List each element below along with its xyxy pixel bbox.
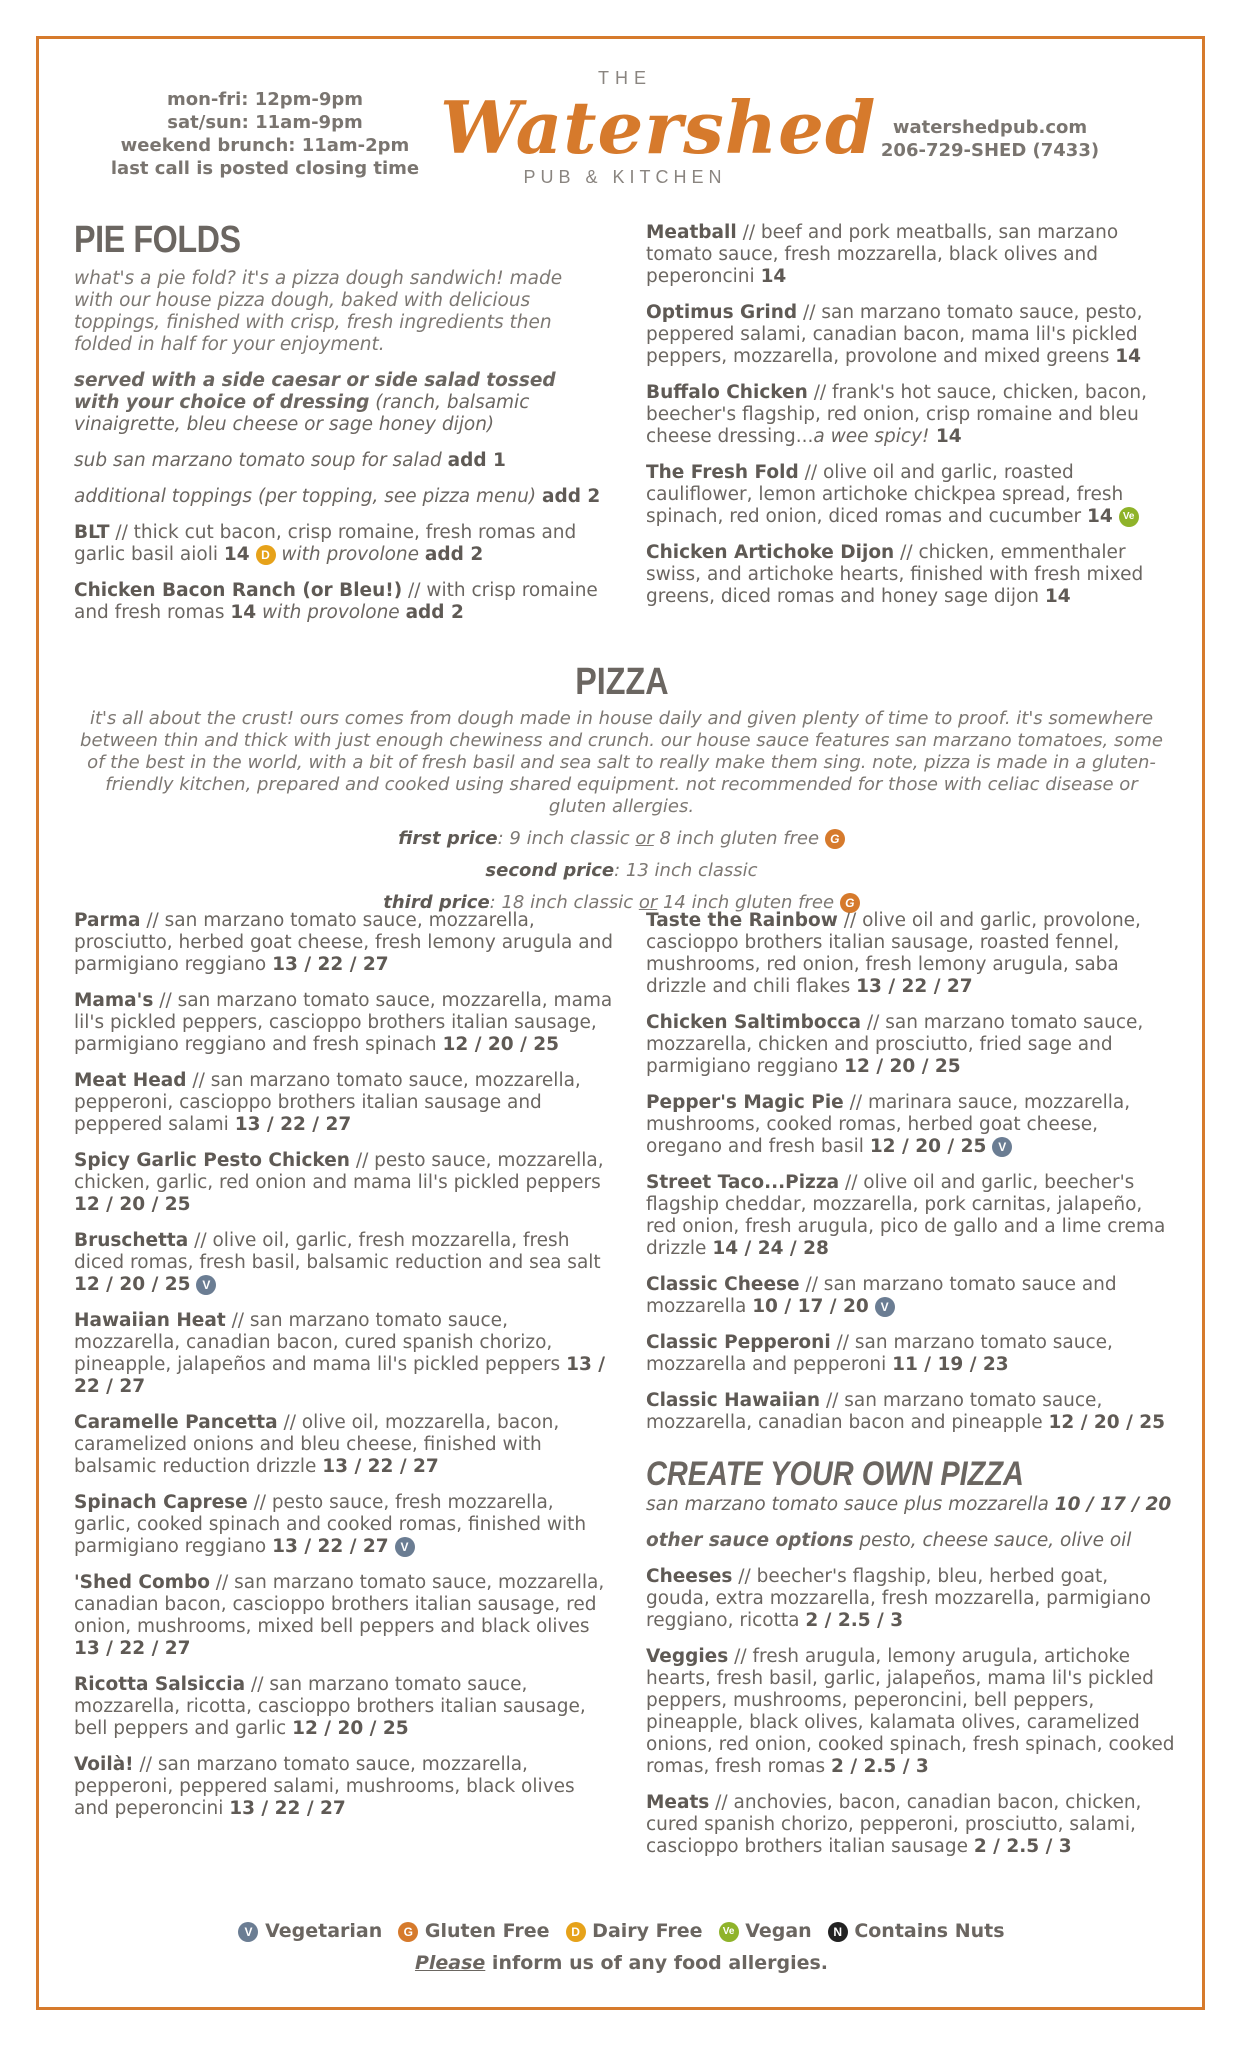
vegetarian-icon: V bbox=[875, 1297, 895, 1317]
gluten-free-icon: G bbox=[840, 893, 860, 913]
menu-item bbox=[646, 910, 1176, 998]
item-name: Meat Head bbox=[74, 1070, 187, 1091]
item-desc: // pesto sauce, mozzarella, chicken, garlic, red onion and mama lil's pickled peppers bbox=[74, 1150, 604, 1193]
item-price: 12 / 20 / 25 bbox=[1048, 1412, 1166, 1433]
item-desc: // san marzano tomato sauce, mozzarella and pepperoni bbox=[646, 1332, 1113, 1375]
menu-item bbox=[74, 1572, 614, 1660]
item-name: Caramelle Pancetta bbox=[74, 1412, 278, 1433]
item-desc: // olive oil, garlic, fresh mozzarella, fresh diced romas, fresh basil, balsamic reduction and sea salt bbox=[74, 1230, 601, 1273]
item-desc: // marinara sauce, mozzarella, mushrooms, cooked romas, herbed goat cheese, oregano and fresh basil bbox=[646, 1092, 1131, 1157]
item-name: The Fresh Fold bbox=[646, 462, 799, 483]
contains-nuts-icon: N bbox=[828, 1922, 848, 1942]
item-price: 14 / 24 / 28 bbox=[712, 1238, 829, 1259]
menu-item bbox=[646, 1092, 1176, 1158]
item-price: 2 / 2.5 / 3 bbox=[805, 1610, 904, 1631]
item-name: Meats bbox=[646, 1792, 710, 1813]
item-price: 13 / 22 / 27 bbox=[74, 1354, 606, 1397]
menu-item: Chicken Bacon Ranch (or Bleu!) // with crisp romaine and fresh romas 14 with provolone add 2 bbox=[74, 580, 598, 623]
menu-item bbox=[646, 1332, 1176, 1376]
item-desc: // anchovies, bacon, canadian bacon, chicken, cured spanish chorizo, pepperoni, prosciutto, salami, cascioppo brothers italian sausage bbox=[646, 1792, 1142, 1857]
item-price: 11 / 19 / 23 bbox=[892, 1354, 1009, 1375]
vegetarian-icon: V bbox=[238, 1922, 258, 1942]
item-price: 12 / 20 / 25 bbox=[74, 1274, 191, 1295]
pie-folds-left bbox=[74, 218, 604, 638]
phone-number: 206-729-SHED (7433) bbox=[880, 140, 1100, 161]
item-name: Parma bbox=[74, 910, 141, 931]
menu-item bbox=[74, 1754, 614, 1820]
item-name: Buffalo Chicken bbox=[646, 382, 808, 403]
item-price: 2 / 2.5 / 3 bbox=[973, 1836, 1072, 1857]
item-name: Classic Cheese bbox=[646, 1274, 800, 1295]
item-desc: // chicken, emmenthaler swiss, and artichoke hearts, finished with fresh mixed greens, diced romas and honey sage dijon bbox=[646, 542, 1144, 607]
item-name: Ricotta Salsiccia bbox=[74, 1674, 246, 1695]
item-desc: // san marzano tomato sauce and mozzarella bbox=[646, 1274, 1117, 1317]
item-price: 14 bbox=[1044, 586, 1071, 607]
item-name: Cheeses bbox=[646, 1566, 733, 1587]
item-desc: // san marzano tomato sauce, mozzarella, pepperoni, cascioppo brothers italian sausage and peppered salami bbox=[74, 1070, 581, 1135]
menu-item bbox=[646, 222, 1176, 288]
item-price: 13 / 22 / 27 bbox=[74, 1638, 191, 1659]
legend-label: Contains Nuts bbox=[854, 1920, 1005, 1942]
menu-item bbox=[646, 302, 1176, 368]
third-price-line: third price: 18 inch classic or 14 inch gluten free G bbox=[80, 892, 1163, 914]
item-price: 14 bbox=[929, 426, 962, 447]
item-desc: // san marzano tomato sauce, mozzarella, prosciutto, herbed goat cheese, fresh lemony arugula and parmigiano reggiano bbox=[74, 910, 614, 975]
item-name: Meatball bbox=[646, 222, 737, 243]
item-price: 13 / 22 / 27 bbox=[856, 976, 973, 997]
item-desc: // san marzano tomato sauce, pesto, peppered salami, canadian bacon, mama lil's pickled peppers, mozzarella, provolone and mixed greens bbox=[646, 302, 1143, 367]
pizza-title: PIZZA bbox=[574, 661, 669, 703]
cyo-base: san marzano tomato sauce plus mozzarella 10 / 17 / 20 bbox=[646, 1494, 1172, 1515]
gluten-free-icon: G bbox=[825, 829, 845, 849]
pie-folds-right bbox=[646, 222, 1176, 622]
item-name: Voilà! bbox=[74, 1754, 134, 1775]
item-name: Classic Pepperoni bbox=[646, 1332, 831, 1353]
item-desc: // olive oil and garlic, beecher's flagship cheddar, mozzarella, pork carnitas, jalapeño, red onion, fresh arugula, pico de gallo and a lime crema drizzle bbox=[646, 1172, 1166, 1259]
hours-block bbox=[100, 88, 430, 180]
item-desc: // frank's hot sauce, chicken, bacon, beecher's flagship, red onion, crisp romaine and bleu cheese dressing... bbox=[646, 382, 1148, 447]
pizza-intro: it's all about the crust! ours comes from dough made in house daily and given plenty of time to proof. it's somewhere between thin and thick with just enough chewiness and crunch. our house sauce features san marzano tomatoes, some of the best in the world, with a bit of fresh basil and sea salt to really make them sing. note, pizza is made in a gluten-friendly kitchen, prepared and cooked using shared equipment. not recommended for those with celiac disease or gluten allergies. bbox=[80, 708, 1163, 817]
item-name: Spinach Caprese bbox=[74, 1492, 248, 1513]
legend-item bbox=[566, 1920, 703, 1942]
menu-item bbox=[74, 1310, 614, 1398]
pie-folds-title: PIE FOLDS bbox=[74, 219, 241, 261]
dietary-legend bbox=[80, 1920, 1163, 1942]
item-price: 13 / 22 / 27 bbox=[229, 1798, 346, 1819]
vegan-icon: Ve bbox=[1119, 507, 1139, 527]
logo-subtitle: PUB & KITCHEN bbox=[523, 167, 727, 187]
menu-item bbox=[74, 1492, 614, 1558]
hours-line: last call is posted closing time bbox=[110, 158, 420, 179]
menu-item bbox=[74, 1674, 614, 1740]
item-price: 13 / 22 / 27 bbox=[272, 954, 389, 975]
item-price: 14 bbox=[760, 266, 787, 287]
item-desc: // san marzano tomato sauce, mozzarella, ricotta, cascioppo brothers italian sausage, bell peppers and garlic bbox=[74, 1674, 586, 1739]
menu-item bbox=[74, 1150, 614, 1216]
legend-label: Vegan bbox=[745, 1920, 812, 1942]
logo-name: Watershed bbox=[440, 85, 877, 170]
watershed-logo bbox=[440, 68, 877, 188]
item-desc: // olive oil, mozzarella, bacon, caramelized onions and bleu cheese, finished with balsamic reduction drizzle bbox=[74, 1412, 560, 1477]
menu-item bbox=[646, 1566, 1176, 1632]
item-name: Veggies bbox=[646, 1646, 729, 1667]
legend-label: Gluten Free bbox=[424, 1920, 550, 1942]
item-desc: // beecher's flagship, bleu, herbed goat, gouda, extra mozzarella, fresh mozzarella, parmigiano reggiano, ricotta bbox=[646, 1566, 1151, 1631]
menu-item: BLT // thick cut bacon, crisp romaine, fresh romas and garlic basil aioli 14 D with provolone add 2 bbox=[74, 522, 577, 565]
dairy-free-icon: D bbox=[566, 1922, 586, 1942]
item-desc: // san marzano tomato sauce, mozzarella, canadian bacon, cured spanish chorizo, pineapple, jalapeños and mama lil's pickled peppers bbox=[74, 1310, 567, 1375]
item-name: Hawaiian Heat bbox=[74, 1310, 226, 1331]
hours-line: weekend brunch: 11am-2pm bbox=[120, 135, 410, 156]
allergy-notice: Please inform us of any food allergies. bbox=[414, 1952, 829, 1974]
legend-label: Dairy Free bbox=[592, 1920, 703, 1942]
item-name: Chicken Artichoke Dijon bbox=[646, 542, 895, 563]
item-desc: // san marzano tomato sauce, mozzarella, chicken and prosciutto, fried sage and parmigiano reggiano bbox=[646, 1012, 1144, 1077]
item-price: 12 / 20 / 25 bbox=[292, 1718, 409, 1739]
item-desc: // pesto sauce, fresh mozzarella, garlic, cooked spinach and cooked romas, finished with parmigiano reggiano bbox=[74, 1492, 587, 1557]
pie-folds-sub-soup: sub san marzano tomato soup for salad add 1 bbox=[74, 450, 506, 471]
legend-label: Vegetarian bbox=[265, 1920, 383, 1942]
vegetarian-icon: V bbox=[395, 1537, 415, 1557]
item-desc: // fresh arugula, lemony arugula, artichoke hearts, fresh basil, garlic, jalapeños, mama lil's pickled peppers, mushrooms, peperoncini, bell peppers, pineapple, black olives, kalamata olives, caramelized onions, red onion, cooked spinach, fresh spinach, cooked romas, fresh romas bbox=[646, 1646, 1175, 1777]
item-desc: // olive oil and garlic, provolone, cascioppo brothers italian sausage, roasted fennel, mushrooms, red onion, fresh lemony arugula, saba drizzle and chili flakes bbox=[646, 910, 1141, 997]
gluten-free-icon: G bbox=[398, 1922, 418, 1942]
legend-item bbox=[398, 1920, 549, 1942]
item-name: Optimus Grind bbox=[646, 302, 798, 323]
pizza-header bbox=[80, 660, 1163, 914]
item-price: 10 / 17 / 20 bbox=[752, 1296, 869, 1317]
item-desc: // san marzano tomato sauce, mozzarella, canadian bacon and pineapple bbox=[646, 1390, 1103, 1433]
item-name: Spicy Garlic Pesto Chicken bbox=[74, 1150, 350, 1171]
item-price: 14 bbox=[1087, 506, 1113, 527]
item-desc: // san marzano tomato sauce, mozzarella, canadian bacon, cascioppo brothers italian sausage, red onion, mushrooms, mixed bell peppers and black olives bbox=[74, 1572, 605, 1637]
menu-item bbox=[646, 1390, 1176, 1434]
item-price: 12 / 20 / 25 bbox=[844, 1056, 961, 1077]
item-name: Street Taco...Pizza bbox=[646, 1172, 840, 1193]
menu-item bbox=[646, 1172, 1176, 1260]
item-price: 13 / 22 / 27 bbox=[234, 1114, 352, 1135]
menu-item bbox=[646, 1274, 1176, 1318]
item-price: 12 / 20 / 25 bbox=[869, 1136, 987, 1157]
item-name: Bruschetta bbox=[74, 1230, 189, 1251]
item-price: 13 / 22 / 27 bbox=[322, 1456, 439, 1477]
item-desc: // san marzano tomato sauce, mozzarella, pepperoni, peppered salami, mushrooms, black olives and peperoncini bbox=[74, 1754, 575, 1819]
vegetarian-icon: V bbox=[992, 1137, 1012, 1157]
item-price: 14 bbox=[1115, 346, 1141, 367]
item-name: Chicken Saltimbocca bbox=[646, 1012, 861, 1033]
contact-block bbox=[870, 116, 1110, 162]
hours-line: sat/sun: 11am-9pm bbox=[167, 112, 363, 133]
item-name: Classic Hawaiian bbox=[646, 1390, 821, 1411]
item-price: 13 / 22 / 27 bbox=[272, 1536, 389, 1557]
item-name: Taste the Rainbow bbox=[646, 910, 838, 931]
item-note: a wee spicy! bbox=[813, 426, 930, 447]
vegetarian-icon: V bbox=[196, 1275, 216, 1295]
menu-item bbox=[646, 1792, 1176, 1858]
dairy-free-icon: D bbox=[256, 545, 276, 565]
item-price: 12 / 20 / 25 bbox=[74, 1194, 191, 1215]
create-your-own-title: CREATE YOUR OWN PIZZA bbox=[646, 1455, 1024, 1493]
legend-item bbox=[238, 1920, 382, 1942]
menu-item bbox=[646, 1012, 1176, 1078]
first-price-line: first price: 9 inch classic or 8 inch gluten free G bbox=[80, 828, 1163, 850]
menu-item bbox=[646, 542, 1176, 608]
pie-folds-additional: additional toppings (per topping, see pizza menu) add 2 bbox=[74, 486, 601, 507]
item-name: Pepper's Magic Pie bbox=[646, 1092, 844, 1113]
item-name: 'Shed Combo bbox=[74, 1572, 210, 1593]
item-desc: // olive oil and garlic, roasted cauliflower, lemon artichoke chickpea spread, fresh spinach, red onion, diced romas and cucumber bbox=[646, 462, 1124, 527]
vegan-icon: Ve bbox=[719, 1922, 739, 1942]
menu-item bbox=[646, 462, 1176, 528]
item-desc: // san marzano tomato sauce, mozzarella, mama lil's pickled peppers, cascioppo brothers italian sausage, parmigiano reggiano and fresh spinach bbox=[74, 990, 613, 1055]
menu-item bbox=[74, 1412, 614, 1478]
menu-item bbox=[646, 382, 1176, 448]
menu-item bbox=[74, 990, 614, 1056]
legend-item bbox=[719, 1920, 812, 1942]
website-link[interactable]: watershedpub.com bbox=[892, 117, 1088, 138]
pie-folds-intro: what's a pie fold? it's a pizza dough sandwich! made with our house pizza dough, baked with delicious toppings, finished with crisp, fresh ingredients then folded in half for your enjoyment. bbox=[74, 268, 563, 355]
item-name: Mama's bbox=[74, 990, 154, 1011]
item-desc: // beef and pork meatballs, san marzano tomato sauce, fresh mozzarella, black olives and peperoncini bbox=[646, 222, 1119, 287]
menu-item bbox=[74, 1230, 614, 1296]
pizza-left-column bbox=[74, 910, 614, 1834]
hours-line: mon-fri: 12pm-9pm bbox=[166, 89, 364, 110]
legend-item bbox=[828, 1920, 1005, 1942]
cyo-sauces: other sauce options pesto, cheese sauce, olive oil bbox=[646, 1530, 1132, 1551]
menu-item bbox=[74, 1070, 614, 1136]
pizza-right-column bbox=[646, 910, 1176, 1872]
item-price: 2 / 2.5 / 3 bbox=[831, 1756, 929, 1777]
item-price: 12 / 20 / 25 bbox=[442, 1034, 560, 1055]
logo-the: THE bbox=[598, 68, 652, 88]
pie-folds-served: served with a side caesar or side salad tossed with your choice of dressing (ranch, balsamic vinaigrette, bleu cheese or sage honey dijon) bbox=[74, 370, 556, 435]
menu-item bbox=[646, 1646, 1176, 1778]
menu-item bbox=[74, 910, 614, 976]
second-price-line: second price: 13 inch classic bbox=[485, 860, 758, 881]
